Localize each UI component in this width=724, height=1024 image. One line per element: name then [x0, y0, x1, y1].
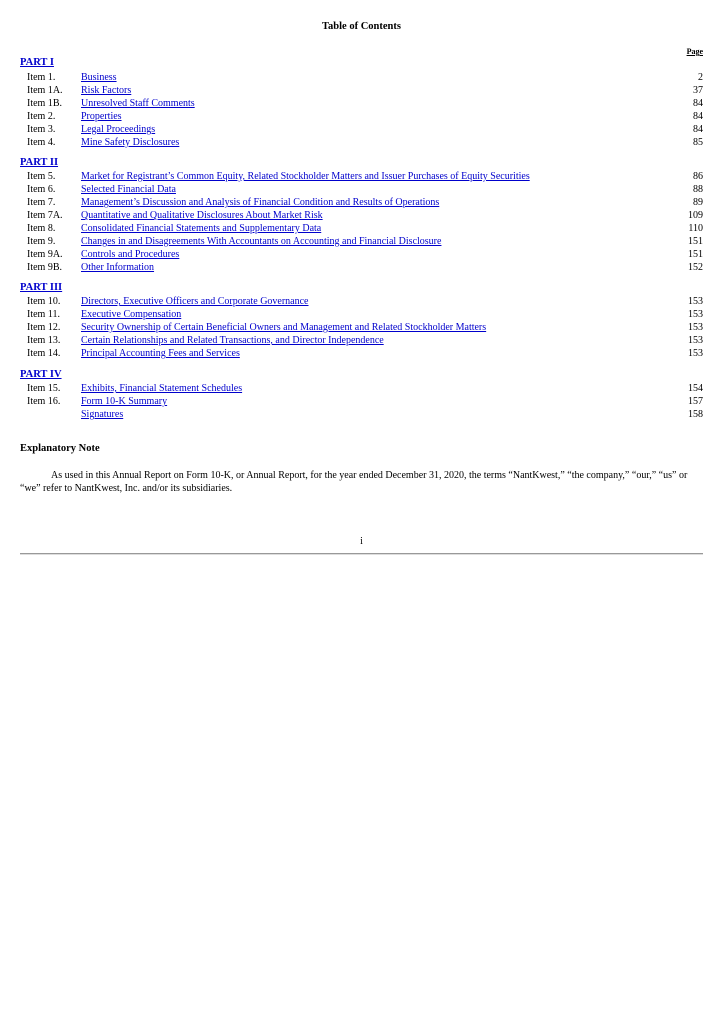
document-page	[20, 0, 703, 1024]
page-number: 2	[698, 72, 703, 83]
toc-row	[20, 395, 703, 408]
item-number: Item 9.	[27, 236, 56, 247]
item-number: Item 7A.	[27, 210, 63, 221]
page-number: 84	[693, 124, 703, 135]
item-number: Item 5.	[27, 171, 56, 182]
page-number: 157	[688, 396, 703, 407]
page-divider	[20, 553, 703, 554]
item-number: Item 14.	[27, 348, 61, 359]
item-number: Item 1A.	[27, 85, 63, 96]
item-number: Item 15.	[27, 383, 61, 394]
toc-link-signatures[interactable]: Signatures	[81, 409, 124, 420]
explanatory-note-text: As used in this Annual Report on Form 10-K, or Annual Report, for the year ended December 31, 2020, the terms “NantKwest,” “the company,” “our,” “us” or “we” refer to NantKwest, Inc. and/or its subsidiaries.	[20, 470, 688, 494]
page-number: 153	[688, 348, 703, 359]
toc-link-form-10k-summary[interactable]: Form 10-K Summary	[81, 396, 168, 407]
toc-link-financial-statements[interactable]: Consolidated Financial Statements and Supplementary Data	[81, 223, 322, 234]
item-number: Item 6.	[27, 184, 56, 195]
toc-row	[20, 71, 703, 84]
toc-row	[20, 295, 703, 308]
toc-row	[20, 84, 703, 97]
toc-row	[20, 347, 703, 360]
item-number: Item 8.	[27, 223, 56, 234]
item-number: Item 7.	[27, 197, 56, 208]
toc-link-exhibits[interactable]: Exhibits, Financial Statement Schedules	[81, 383, 243, 394]
toc-row	[20, 209, 703, 222]
toc-row	[20, 321, 703, 334]
page-number: 153	[688, 322, 703, 333]
toc-link-mdna[interactable]: Management’s Discussion and Analysis of Financial Condition and Results of Operations	[81, 197, 440, 208]
page-number: 153	[688, 335, 703, 346]
page-number: 85	[693, 137, 703, 148]
item-number: Item 1B.	[27, 98, 62, 109]
toc-row	[20, 136, 703, 149]
item-number: Item 3.	[27, 124, 56, 135]
page-number: 84	[693, 98, 703, 109]
page-number: 86	[693, 171, 703, 182]
item-number: Item 10.	[27, 296, 61, 307]
toc-row	[20, 308, 703, 321]
toc-link-risk-factors[interactable]: Risk Factors	[81, 85, 132, 96]
part-4-link[interactable]: PART IV	[20, 369, 62, 380]
page-number: 88	[693, 184, 703, 195]
part-3-link[interactable]: PART III	[20, 282, 63, 293]
toc-row	[20, 334, 703, 347]
explanatory-note-heading: Explanatory Note	[20, 443, 100, 454]
toc-link-relationships[interactable]: Certain Relationships and Related Transactions, and Director Independence	[81, 335, 384, 346]
toc-link-directors[interactable]: Directors, Executive Officers and Corporate Governance	[81, 296, 309, 307]
page-number: 110	[688, 223, 703, 234]
item-number: Item 11.	[27, 309, 60, 320]
toc-row	[20, 382, 703, 395]
page-number: 84	[693, 111, 703, 122]
item-number: Item 13.	[27, 335, 61, 346]
part-1-link[interactable]: PART I	[20, 57, 54, 68]
toc-link-market-risk[interactable]: Quantitative and Qualitative Disclosures About Market Risk	[81, 210, 323, 221]
item-number: Item 2.	[27, 111, 56, 122]
toc-row	[20, 97, 703, 110]
toc-row	[20, 170, 703, 183]
page-column-header: Page	[686, 47, 703, 56]
item-number: Item 4.	[27, 137, 56, 148]
toc-link-controls-procedures[interactable]: Controls and Procedures	[81, 249, 180, 260]
page-number: 158	[688, 409, 703, 420]
page-number: 154	[688, 383, 703, 394]
page-number: 151	[688, 236, 703, 247]
toc-link-unresolved-staff-comments[interactable]: Unresolved Staff Comments	[81, 98, 195, 109]
item-number: Item 1.	[27, 72, 56, 83]
toc-row	[20, 222, 703, 235]
toc-row	[20, 110, 703, 123]
toc-link-legal-proceedings[interactable]: Legal Proceedings	[81, 124, 156, 135]
page-number: 151	[688, 249, 703, 260]
toc-row	[20, 123, 703, 136]
toc-row	[20, 248, 703, 261]
toc-link-other-information[interactable]: Other Information	[81, 262, 155, 273]
toc-link-mine-safety[interactable]: Mine Safety Disclosures	[81, 137, 180, 148]
toc-row	[20, 183, 703, 196]
item-number: Item 16.	[27, 396, 61, 407]
toc-row	[20, 261, 703, 274]
toc-link-executive-compensation[interactable]: Executive Compensation	[81, 309, 182, 320]
toc-link-security-ownership[interactable]: Security Ownership of Certain Beneficial Owners and Management and Related Stockholder Matters	[81, 322, 487, 333]
page-number: 153	[688, 309, 703, 320]
toc-link-selected-financial-data[interactable]: Selected Financial Data	[81, 184, 176, 195]
toc-link-properties[interactable]: Properties	[81, 111, 122, 122]
toc-title: Table of Contents	[322, 21, 401, 32]
toc-link-market-for-equity[interactable]: Market for Registrant’s Common Equity, Related Stockholder Matters and Issuer Purchases of Equity Securities	[81, 171, 530, 182]
page-footer-number: i	[360, 536, 363, 547]
item-number: Item 9A.	[27, 249, 63, 260]
toc-link-business[interactable]: Business	[81, 72, 117, 83]
page-number: 89	[693, 197, 703, 208]
item-number: Item 9B.	[27, 262, 62, 273]
page-number: 109	[688, 210, 703, 221]
item-number: Item 12.	[27, 322, 61, 333]
page-number: 37	[693, 85, 703, 96]
page-number: 153	[688, 296, 703, 307]
toc-row	[20, 235, 703, 248]
part-2-link[interactable]: PART II	[20, 157, 59, 168]
page-number: 152	[688, 262, 703, 273]
toc-link-accounting-fees[interactable]: Principal Accounting Fees and Services	[81, 348, 240, 359]
toc-link-changes-disagreements[interactable]: Changes in and Disagreements With Accountants on Accounting and Financial Disclosure	[81, 236, 442, 247]
toc-row	[20, 196, 703, 209]
toc-row	[20, 408, 703, 421]
